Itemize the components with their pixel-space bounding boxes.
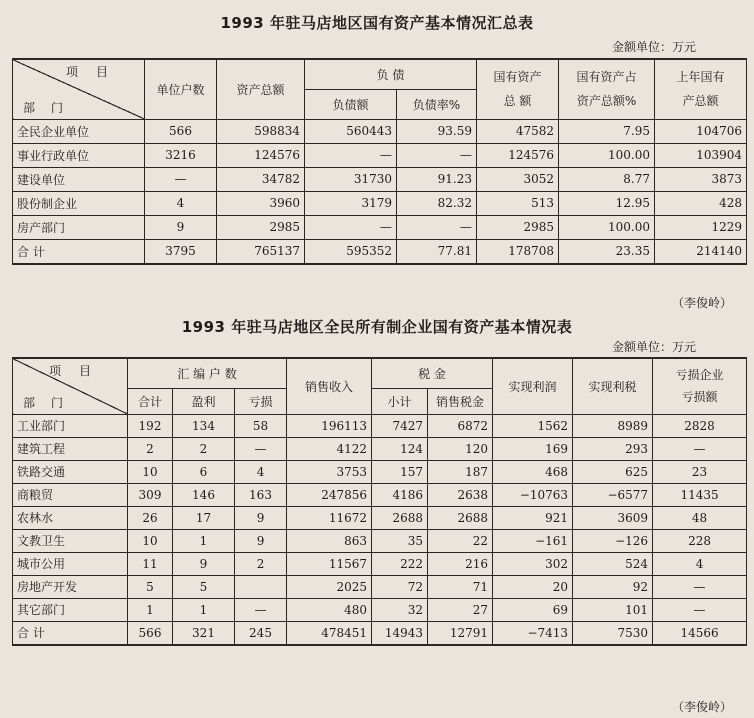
table1-header-state-assets: [477, 59, 559, 119]
table1-cell-liab: 31730: [305, 167, 397, 191]
table1-cell-last: 3873: [655, 167, 747, 191]
table1-row: [13, 167, 747, 191]
table1-cell-total: 124576: [217, 143, 305, 167]
table2-cell-profit: 6: [173, 460, 235, 483]
table1-header-state-assets-line1: 国有资产: [493, 70, 542, 85]
table2-cell-r-tax: −126: [573, 529, 653, 552]
table2-corner-top: 项目: [48, 364, 109, 378]
table1-cell-state: 3052: [477, 167, 559, 191]
table2-row: [13, 506, 747, 529]
table2-cell-r-profit: 169: [493, 437, 573, 460]
table2-cell-loss: —: [235, 437, 287, 460]
table2-cell-sales: 4122: [287, 437, 372, 460]
table2-cell-dept: 其它部门: [13, 598, 128, 621]
table2-cell-r-profit: 921: [493, 506, 573, 529]
table2-cell-dept: 房地产开发: [13, 575, 128, 598]
table2-cell-profit: 1: [173, 598, 235, 621]
table2-cell-r-tax: 8989: [573, 414, 653, 437]
table1-cell-units: 3216: [145, 143, 217, 167]
table1-cell-state: 47582: [477, 119, 559, 143]
table1-cell-rate: —: [397, 143, 477, 167]
table1-header-state-assets-line2: 总 额: [503, 94, 532, 109]
table2-cell-total: 10: [128, 529, 173, 552]
table2-cell-total: 5: [128, 575, 173, 598]
table1-cell-rate: —: [397, 215, 477, 239]
table1-row: [13, 143, 747, 167]
table2-title: 1993 年驻马店地区全民所有制企业国有资产基本情况表: [181, 318, 573, 336]
table1-corner-bottom: 部门: [23, 100, 80, 115]
table2-author: （李俊岭）: [672, 700, 733, 714]
table2-cell-loss: 9: [235, 529, 287, 552]
table1-cell-liab: 560443: [305, 119, 397, 143]
table1-cell-last: 214140: [655, 239, 747, 264]
table2-cell-sales-tax: 27: [428, 598, 493, 621]
table2-header-total: 合计: [128, 388, 173, 414]
table2-header-loss-amount-line2: 亏损额: [681, 390, 718, 405]
table2-row: [13, 483, 747, 506]
table1-cell-liab: —: [305, 143, 397, 167]
table2-cell-sales: 196113: [287, 414, 372, 437]
table2-cell-r-profit: −10763: [493, 483, 573, 506]
table2-cell-loss: [235, 575, 287, 598]
table1-cell-rate: 91.23: [397, 167, 477, 191]
table1-cell-last: 103904: [655, 143, 747, 167]
table2-cell-tax-sub: 72: [372, 575, 428, 598]
table2-cell-r-profit: 468: [493, 460, 573, 483]
table1-header-liabilities: 负 债: [305, 59, 477, 89]
table1-cell-ratio: 23.35: [559, 239, 655, 264]
table2-corner-bottom: 部门: [23, 395, 80, 410]
table2-cell-loss-amt: 14566: [653, 621, 747, 645]
table2-header-subtotal: 小计: [372, 388, 428, 414]
table2-row: [13, 529, 747, 552]
table1-cell-dept: 事业行政单位: [13, 143, 145, 167]
table2-cell-loss: 245: [235, 621, 287, 645]
table1-cell-total: 3960: [217, 191, 305, 215]
table1-cell-liab: 3179: [305, 191, 397, 215]
table2-cell-total: 11: [128, 552, 173, 575]
table2-header-sales: 销售收入: [287, 358, 372, 414]
table1-cell-dept: 房产部门: [13, 215, 145, 239]
table2-cell-sales: 2025: [287, 575, 372, 598]
table1-title: 1993 年驻马店地区国有资产基本情况汇总表: [220, 14, 534, 32]
table2-cell-loss-amt: —: [653, 575, 747, 598]
table1-cell-state: 124576: [477, 143, 559, 167]
table1-header-total-assets: 资产总额: [217, 59, 305, 119]
table2-cell-profit: 9: [173, 552, 235, 575]
table2-header-loss-amount-line1: 亏损企业: [675, 368, 724, 383]
table2-cell-sales-tax: 22: [428, 529, 493, 552]
table2-cell-sales: 478451: [287, 621, 372, 645]
table1-cell-total: 765137: [217, 239, 305, 264]
table2-cell-loss-amt: 2828: [653, 414, 747, 437]
table1-header-liab-amount: 负债额: [305, 89, 397, 119]
table2-cell-loss-amt: 228: [653, 529, 747, 552]
table2-cell-sales-tax: 2638: [428, 483, 493, 506]
table2-cell-profit: 134: [173, 414, 235, 437]
table2-cell-loss-amt: 11435: [653, 483, 747, 506]
table2-row: [13, 414, 747, 437]
table1-header-ratio: [559, 59, 655, 119]
table2-cell-loss: 9: [235, 506, 287, 529]
table1-cell-ratio: 12.95: [559, 191, 655, 215]
table1-cell-units: 3795: [145, 239, 217, 264]
table2-cell-sales-tax: 71: [428, 575, 493, 598]
table2-cell-total: 10: [128, 460, 173, 483]
table1-header-liab-rate: 负债率%: [397, 89, 477, 119]
table1-header-last-year-line2: 产总额: [682, 94, 719, 109]
table2-cell-loss: 163: [235, 483, 287, 506]
table2-row: [13, 460, 747, 483]
table1-cell-units: 566: [145, 119, 217, 143]
table2-row: [13, 437, 747, 460]
table2-cell-total: 1: [128, 598, 173, 621]
table2-cell-loss-amt: —: [653, 437, 747, 460]
table1-author: （李俊岭）: [672, 296, 733, 310]
table2-cell-dept: 合 计: [13, 621, 128, 645]
table2-header-tax: 税 金: [372, 358, 493, 388]
table2-row: [13, 552, 747, 575]
table2-cell-dept: 文教卫生: [13, 529, 128, 552]
table2-cell-dept: 建筑工程: [13, 437, 128, 460]
table1-cell-dept: 合 计: [13, 239, 145, 264]
table2-header-loss-amount: [653, 358, 747, 414]
table2-cell-r-tax: 3609: [573, 506, 653, 529]
table1-cell-rate: 93.59: [397, 119, 477, 143]
table2-cell-profit: 146: [173, 483, 235, 506]
table2-cell-sales: 11567: [287, 552, 372, 575]
table2-cell-r-tax: −6577: [573, 483, 653, 506]
table2-cell-sales: 863: [287, 529, 372, 552]
table1-cell-total: 2985: [217, 215, 305, 239]
table1-row: [13, 239, 747, 264]
table2-cell-loss-amt: 23: [653, 460, 747, 483]
table1-row: [13, 215, 747, 239]
table2-cell-sales-tax: 2688: [428, 506, 493, 529]
table2-header-realized-tax: 实现利税: [573, 358, 653, 414]
table1-cell-units: —: [145, 167, 217, 191]
table2-header-profit: 盈利: [173, 388, 235, 414]
table1-header-ratio-line1: 国有资产占: [576, 70, 637, 85]
table2-cell-profit: 2: [173, 437, 235, 460]
table1-cell-dept: 股份制企业: [13, 191, 145, 215]
table1-row: [13, 191, 747, 215]
table2-cell-loss: 4: [235, 460, 287, 483]
table2-cell-r-tax: 524: [573, 552, 653, 575]
table2-cell-total: 192: [128, 414, 173, 437]
table2-cell-dept: 铁路交通: [13, 460, 128, 483]
table2-cell-sales-tax: 216: [428, 552, 493, 575]
table1-cell-dept: 全民企业单位: [13, 119, 145, 143]
table2-header-households: 汇 编 户 数: [128, 358, 287, 388]
table2-cell-sales: 247856: [287, 483, 372, 506]
table1-cell-ratio: 8.77: [559, 167, 655, 191]
table2-cell-tax-sub: 124: [372, 437, 428, 460]
table2-cell-loss-amt: 4: [653, 552, 747, 575]
table2-cell-total: 26: [128, 506, 173, 529]
table1-cell-rate: 82.32: [397, 191, 477, 215]
table2-cell-tax-sub: 157: [372, 460, 428, 483]
table2-cell-sales-tax: 187: [428, 460, 493, 483]
table2-row: [13, 575, 747, 598]
table2-cell-total: 566: [128, 621, 173, 645]
table2-cell-sales-tax: 120: [428, 437, 493, 460]
table2-cell-loss: —: [235, 598, 287, 621]
table2-cell-profit: 1: [173, 529, 235, 552]
table2-row: [13, 598, 747, 621]
table2-cell-profit: 5: [173, 575, 235, 598]
table1-cell-last: 428: [655, 191, 747, 215]
table1-cell-dept: 建设单位: [13, 167, 145, 191]
table2-cell-tax-sub: 35: [372, 529, 428, 552]
table1-cell-state: 513: [477, 191, 559, 215]
table2-cell-tax-sub: 2688: [372, 506, 428, 529]
table2-cell-dept: 商粮贸: [13, 483, 128, 506]
table2-cell-r-tax: 92: [573, 575, 653, 598]
table1-cell-total: 598834: [217, 119, 305, 143]
table2: [12, 357, 747, 646]
table2-cell-sales-tax: 6872: [428, 414, 493, 437]
table2-cell-tax-sub: 7427: [372, 414, 428, 437]
table1-cell-last: 104706: [655, 119, 747, 143]
table1-cell-total: 34782: [217, 167, 305, 191]
table2-cell-r-profit: 302: [493, 552, 573, 575]
table1-cell-state: 178708: [477, 239, 559, 264]
table1-cell-liab: —: [305, 215, 397, 239]
table2-cell-dept: 农林水: [13, 506, 128, 529]
table2-cell-tax-sub: 32: [372, 598, 428, 621]
table2-cell-loss: 2: [235, 552, 287, 575]
table2-cell-r-tax: 293: [573, 437, 653, 460]
table1-cell-state: 2985: [477, 215, 559, 239]
table2-cell-profit: 17: [173, 506, 235, 529]
table2-corner: [13, 358, 128, 414]
table2-cell-total: 309: [128, 483, 173, 506]
table1: [12, 58, 747, 265]
table1-header-last-year-line1: 上年国有: [676, 70, 725, 85]
table2-cell-r-tax: 101: [573, 598, 653, 621]
table2-header-loss: 亏损: [235, 388, 287, 414]
table2-unit: 金额单位：万元: [612, 340, 697, 354]
table1-header-ratio-line2: 资产总额%: [576, 94, 637, 109]
table1-cell-last: 1229: [655, 215, 747, 239]
table1-header-units: 单位户数: [145, 59, 217, 119]
table1-corner-top: 项目: [65, 65, 126, 79]
table2-cell-r-profit: −161: [493, 529, 573, 552]
table1-cell-ratio: 100.00: [559, 215, 655, 239]
table2-cell-sales: 11672: [287, 506, 372, 529]
table1-cell-ratio: 7.95: [559, 119, 655, 143]
table2-cell-profit: 321: [173, 621, 235, 645]
table2-cell-sales-tax: 12791: [428, 621, 493, 645]
table2-cell-sales: 3753: [287, 460, 372, 483]
table2-cell-r-profit: 20: [493, 575, 573, 598]
table2-cell-total: 2: [128, 437, 173, 460]
table2-cell-r-profit: 69: [493, 598, 573, 621]
table2-cell-loss-amt: —: [653, 598, 747, 621]
table2-header-sales-tax: 销售税金: [428, 388, 493, 414]
table2-cell-r-profit: −7413: [493, 621, 573, 645]
table1-corner: [13, 59, 145, 119]
table2-row: [13, 621, 747, 645]
table1-cell-liab: 595352: [305, 239, 397, 264]
table2-cell-sales: 480: [287, 598, 372, 621]
table2-cell-loss: 58: [235, 414, 287, 437]
table2-cell-r-profit: 1562: [493, 414, 573, 437]
table1-cell-rate: 77.81: [397, 239, 477, 264]
table1-header-last-year: [655, 59, 747, 119]
table1-cell-units: 4: [145, 191, 217, 215]
table1-cell-ratio: 100.00: [559, 143, 655, 167]
table2-cell-loss-amt: 48: [653, 506, 747, 529]
table2-cell-dept: 工业部门: [13, 414, 128, 437]
table2-header-realized-profit: 实现利润: [493, 358, 573, 414]
table2-cell-tax-sub: 222: [372, 552, 428, 575]
table1-row: [13, 119, 747, 143]
table2-cell-tax-sub: 4186: [372, 483, 428, 506]
table2-cell-r-tax: 625: [573, 460, 653, 483]
table2-cell-tax-sub: 14943: [372, 621, 428, 645]
table2-cell-r-tax: 7530: [573, 621, 653, 645]
table1-cell-units: 9: [145, 215, 217, 239]
table2-cell-dept: 城市公用: [13, 552, 128, 575]
table1-unit: 金额单位：万元: [612, 40, 697, 54]
